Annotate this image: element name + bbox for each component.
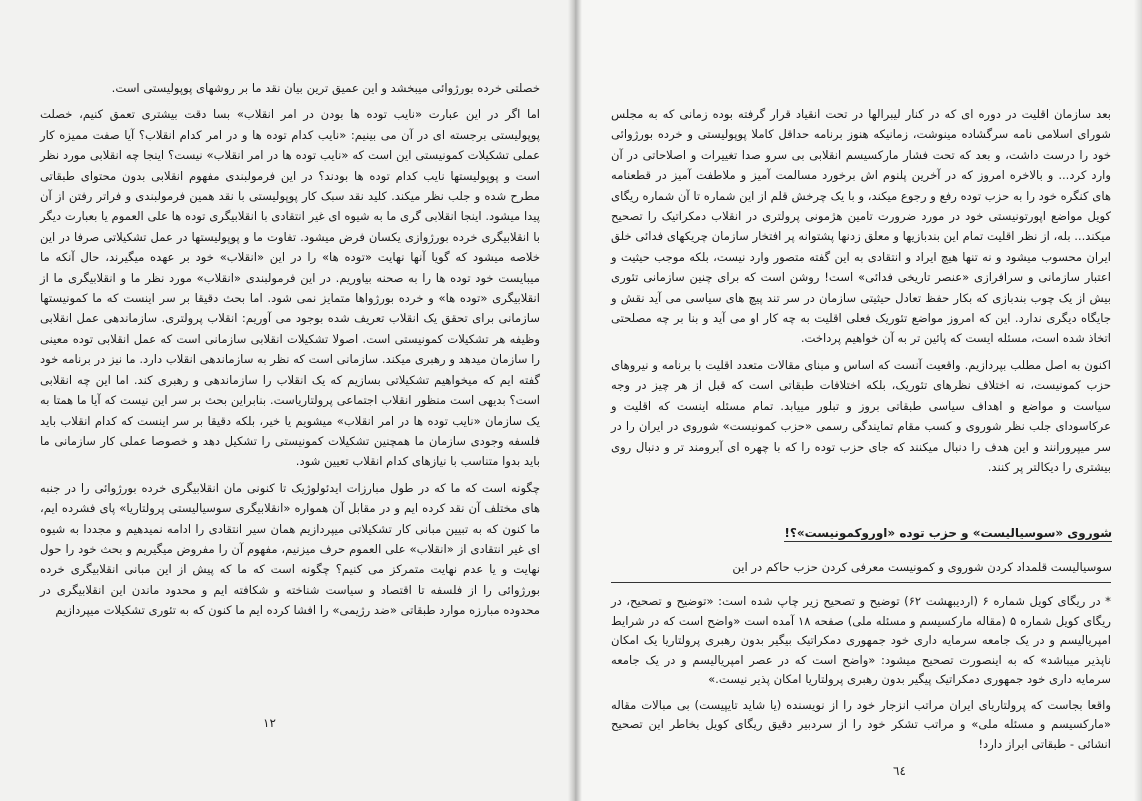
left-page-number: ١٢ [263, 716, 276, 730]
right-page [575, 0, 1142, 801]
right-paragraph-1: بعد سازمان اقلیت در دوره ای که در کنار لیبرالها در تحت انقیاد قرار گرفته بوده زمانی که به مجلس شورای اسلامی نامه سرگشاده مینوشت، زمانیکه هنوز برنامه حداقل کاملا پوپولیستی و خرده بورژوائی خود را درست داشت، و بعد که تحت فشار مارکسیسم انقلابی بی سرو صدا تغییرات و اصلاحاتی در آن وارد کرد... و بالاخره امروز که در آخرین پلنوم اش برخورد مسالمت آمیز و ملاطفت آمیز در قطعنامه های کنگره خود را به حزب توده رفع و رجوع میکند، و با یک چرخش قلم از این شماره تا آن شماره ریگای کویل مواضع اپورتونیستی خود در مورد ضرورت تامین هژمونی پرولتری در انقلاب دمکراتیک را تصحیح میکند... بله، از نظر اقلیت تمام این بندبازیها و معلق زدنها پشتوانه پر افتخار سازمان چریکهای فدائی خلق ایران محسوب میشود و نه تنها هیچ ایراد و انتقادی به این گفته متصور وارد نیست، بلکه موجب حیثیت و اعتبار سازمانی و سرافرازی «عنصر تاریخی فدائی» است! روشن است که برای چنین سازمانی تئوری بیش از یک چوب بندبازی که بکار حفظ تعادل حیثیتی سازمان در سر تند پیچ های سیاسی می آید نقش و جایگاه دیگری ندارد. این که امروز مواضع تئوریک فعلی اقلیت به چه کار او می آید و بنا بر چه مصلحتی اتخاذ شده است، مسئله ایست که پائین تر به آن خواهیم پرداخت. [611, 107, 1111, 346]
left-page-body [40, 78, 540, 627]
left-paragraph-2: اما اگر در این عبارت «نایب توده ها بودن در امر انقلاب» بسا دقت بیشتری تعمق کنیم، خصلت پوپولیستی برجسته ای در آن می بینیم: «نایب کدام توده ها و در امر کدام انقلاب؟ آیا صفت ممیزه کار عملی تشکیلات کمونیستی این است که «نایب توده ها در امر انقلاب» نیست؟ اینجا چه انقلابی مورد نظر است و پوپولیستها نایب کدام توده ها بودند؟ در این فرمولبندی مفهوم انقلابی بدون محتوای طبقاتی مطرح شده و جلب نظر میکند. کلید نقد سبک کار پوپولیستی با نقد همین فرمولبندی و فراتر رفتن از آن پیدا میشود. اینجا انقلابی گری ما به شیوه ای غیر انتقادی با انقلابیگری توده ها علی العموم یا بعبارت دیگر با انقلابیگری خرده بورژوازی یکسان فرض میشود. تفاوت ما و پوپولیستها در عمل تشکیلاتی صرفا در این خلاصه میشود که گویا آنها نهایت «توده ها» را در این «انقلاب» خود بر عهده میگیرند، حال آنکه ما میبایست خود توده ها را به صحنه بیاوریم. در این فرمولبندی «انقلاب» مورد نظر ما و انقلابیگری ما از انقلابیگری «توده ها» و خرده بورژواها متمایز نمی شود. اما بحث دقیقا بر سر اینست که ما کمونیستها سازمانی برای تحقق یک انقلاب تعریف شده بوجود می آوریم: انقلاب پرولتری. سازماندهی عمل انقلابی وظیفه هر تشکیلات کمونیستی است. اصولا تشکیلات انقلابی سازمانی است که عمل انقلابی توده معینی را سازمان میدهد و رهبری میکند. سازمانی است که نظر به سازماندهی انقلاب دارد. ما نیز در برنامه خود گفته ایم که میخواهیم تشکیلاتی بسازیم که یک انقلاب را سازماندهی و رهبری کند. اما این چه انقلابی است؟ بدیهی است منظور انقلاب اجتماعی پرولتاریاست. بنابراین بحث بر سر این نیست که آیا ما همتا به یک سازمان «نایب توده ها در امر انقلاب» میشویم یا خیر، بلکه دقیقا بر سر اینست که کدام انقلاب باید فلسفه وجودی سازمان ما همچنین تشکیلات کمونیستی را تشکیل دهد و خصوصا عملی کار سازمانی ما باید بدوا متناسب با نیازهای کدام انقلاب تعیین شود. [40, 107, 540, 469]
right-paragraph-2: اکنون به اصل مطلب بپردازیم. واقعیت آنست که اساس و مبنای مقالات متعدد اقلیت با برنامه و نیروهای حزب کمونیست، نه اختلاف نظرهای تئوریک، بلکه اختلافات طبقاتی است که قبل از هر چیز در وجه سیاست و مواضع و اهداف سیاسی طبقاتی بروز و تبلور مییابد. تمام مسئله اینست که اقلیت و عرکاسودای جلب نظر شوروی و کسب مقام تمایندگی رسمی «حزب کمونیست» شوروی در ایران را در سر میپرورانند و این هدف را دنبال میکنند که جای حزب توده را که با چهره ای آبرومند تر و دنبال روی بیشتری را دیکالتر پر کنند. [611, 357, 1111, 474]
right-page-number: ٦٤ [893, 764, 906, 778]
footnotes [611, 592, 1111, 760]
footnote-2: واقعا بجاست که پرولتاریای ایران مراتب انزجار خود را از نویسنده (یا شاید تایپیست) بی مبالات مقاله «مارکسیسم و مسئله ملی» و مراتب تشکر خود را از سردبیر دقیق ریگای کویل بخاطر این تصحیح انشائی - طبقاتی ابراز دارد! [611, 697, 1111, 751]
section-heading: شوروی «سوسیالیست» و حزب توده «اوروکمونیست»؟! [784, 526, 1112, 540]
left-paragraph-1: خصلتی خرده بورژوائی میبخشد و این عمیق ترین بیان نقد ما بر روشهای پوپولیستی است. [111, 81, 540, 95]
right-page-body [611, 104, 1111, 483]
footnote-1: * در ریگای کویل شماره ۶ (اردیبهشت ۶۲) توضیح و تصحیح زیر چاپ شده است: «توضیح و تصحیح، در ریگای کویل شماره ۵ (مقاله مارکسیسم و مسئله ملی) صفحه ۱۸ آمده است «واضح است که در شرایط امپریالیسم و در یک جامعه سرمایه داری خود جمهوری دمکراتیک بیگیر بدون رهبری پرولتاریا یک امکان ناپذیر میباشد» که به اینصورت تصحیح میشود: «واضح است که در عصر امپریالیسم و در یک جامعه سرمایه داری خود جمهوری دمکراتیک پیگیر بدون رهبری پرولتاریا امکان پذیر نیست.» [611, 594, 1111, 686]
footnote-divider [611, 582, 1111, 583]
page-edge-shadow [1134, 0, 1142, 801]
section-subheading: سوسیالیست قلمداد کردن شوروی و کمونیست معرفی کردن حزب حاکم در این [732, 560, 1112, 574]
left-paragraph-3: چگونه است که ما که در طول مبارزات ایدئولوژیک تا کنونی مان انقلابیگری خرده بورژوائی را در جنبه های مختلف آن نقد کرده ایم و در مقابل آن همواره «انقلابیگری سوسیالیستی پرولتاریا» پای فشرده ایم، ما کنون که به تبیین مبانی کار تشکیلاتی میپردازیم همان سیر انتقادی را ادامه نمیدهیم و مجددا به شیوه ای غیر انتقادی از «انقلاب» علی العموم حرف میزنیم، مفهوم آن را مفروض میگیریم و بحث خود را حول نهایت و یا عدم نهایت متمرکز می کنیم؟ چگونه است که ما که پیش از این مبانی انقلابیگری خرده بورژوائی را از فلسفه تا اقتصاد و سیاست شناخته و شکافته ایم و محدود ماندن این انقلابیگری در محدوده مبارزه موارد طبقاتی «ضد رژیمی» را افشا کرده ایم ما کنون که به تئوری تشکیلات میپردازیم [40, 480, 540, 618]
